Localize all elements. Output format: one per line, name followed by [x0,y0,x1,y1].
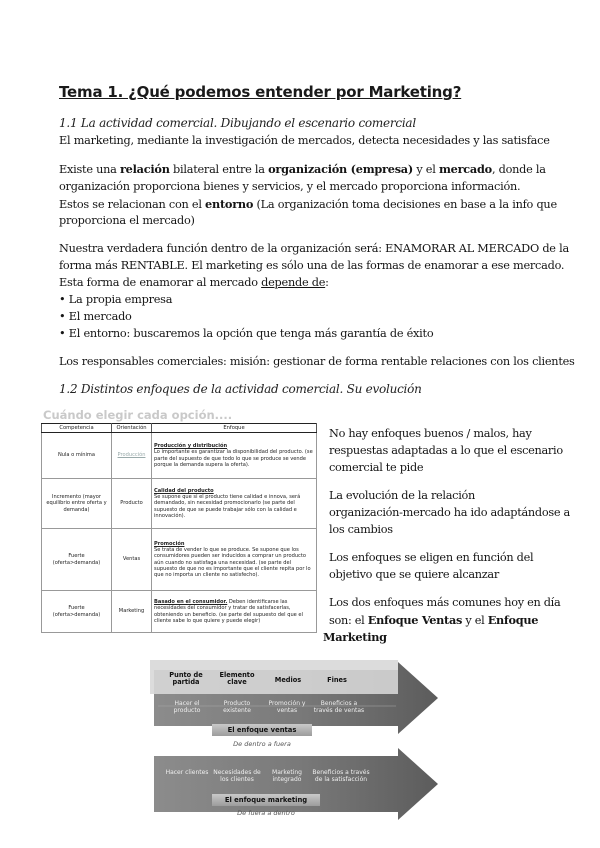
ventas-sub: De dentro a fuera [233,740,291,748]
approaches-table [41,423,317,633]
enfoque-text: Deben identificarse las necesidades del consumidor y tratar de satisfacerlas, obteniendo un beneficio. (se parte del supuesto del que el cliente sabe lo que quiere y puede elegir) [154,599,303,624]
orientacion-cell: Marketing [112,591,152,633]
bold-mercado: mercado [438,162,492,176]
enfoque-cell [152,479,317,529]
bold-enfoque: Enfoque [487,613,539,627]
bold-marketing: Marketing [323,630,387,644]
orientacion-cell: Producto [112,479,152,529]
text: bilateral entre la [169,163,269,176]
page-title: Tema 1. ¿Qué podemos entender por Marketing? [59,83,462,101]
diagram-header: Punto de partida [169,671,203,687]
paragraph-function-line-1: Nuestra verdadera función dentro de la organización será: ENAMORAR AL MERCADO de la [59,242,569,255]
paragraph-relation-line-3 [59,197,557,211]
ventas-label: El enfoque ventas [227,726,297,734]
table-row [42,479,317,529]
bold-relacion: relación [119,162,170,176]
side-note-line: comercial te pide [329,461,424,474]
enfoque-cell [152,529,317,591]
enfoque-title: Producción y distribución [154,443,228,450]
text: son: el [329,614,368,627]
approaches-diagram [150,660,440,826]
diagram-header: Elemento clave [219,671,255,687]
side-note-line [329,613,538,627]
table-header-row [42,424,317,433]
text: , donde la [491,163,546,176]
bold-organizacion: organización (empresa) [268,162,413,176]
ventas-cell: Hacer el producto [173,700,201,714]
marketing-sub: De fuera a dentro [237,809,295,817]
bold-enfoque-ventas: Enfoque Ventas [367,613,463,627]
text: : [325,276,329,289]
marketing-cell: Necesidades de los clientes [213,769,261,783]
enfoque-title: Promoción [154,541,185,548]
side-note-line: los cambios [329,523,393,536]
paragraph-relation-line-1 [59,162,546,176]
side-note-line: No hay enfoques buenos / malos, hay [329,427,532,440]
marketing-cell: Hacer clientes [165,769,209,776]
underlined-depende-de: depende de [261,276,326,289]
paragraph-function-line-3 [59,276,329,289]
side-note-line: organización-mercado ha ido adaptándose a [329,506,570,519]
competencia-cell: Incremento (mayor equilibrio entre oferta y demanda) [42,479,112,529]
enfoque-cell [152,433,317,479]
column-header: Enfoque [152,424,317,433]
diagram-header: Fines [327,676,347,684]
text: y el [412,163,439,176]
competencia-cell: Fuerte (oferta>demanda) [42,529,112,591]
side-note-line: Los enfoques se eligen en función del [329,551,534,564]
table-row [42,529,317,591]
marketing-cell: Marketing integrado [272,769,302,783]
paragraph-marketing-definition: El marketing, mediante la investigación de mercados, detecta necesidades y las satisface [59,134,550,147]
diagram-header: Medios [274,676,302,684]
text: Existe una [59,163,120,176]
enfoque-title: Calidad del producto [154,488,214,495]
text: Esta forma de enamorar al mercado [59,276,262,289]
side-note-line: respuestas adaptadas a lo que el escenario [329,444,563,457]
paragraph-responsables: Los responsables comerciales: misión: gestionar de forma rentable relaciones con los clientes [59,355,575,368]
paragraph-relation-line-2: organización proporciona bienes y servicios, y el mercado proporciona información. [59,180,521,193]
orientacion-cell: Ventas [112,529,152,591]
side-note-line: objetivo que se quiere alcanzar [329,568,499,581]
section-1-1-heading: 1.1 La actividad comercial. Dibujando el escenario comercial [59,116,416,130]
text: Estos se relacionan con el [59,198,206,211]
enfoque-text: Se supone que si el producto tiene calidad e innova, será demandado, sin necesidad promocionarlo (se parte del supuesto de que se puede trabajar sólo con la calidad e innovación). [154,494,301,519]
competencia-cell: Fuerte (oferta>demanda) [42,591,112,633]
ventas-cell: Promoción y ventas [268,700,306,714]
side-note-line: Los dos enfoques más comunes hoy en día [329,596,561,609]
marketing-cell: Beneficios a través de la satisfacción [312,769,370,783]
text: y el [462,614,488,627]
section-1-2-heading: 1.2 Distintos enfoques de la actividad comercial. Su evolución [59,382,422,396]
list-item: • La propia empresa [59,293,173,306]
enfoque-cell [152,591,317,633]
orientacion-cell: Producción [112,433,152,479]
bold-entorno: entorno [205,197,254,211]
text: (La organización toma decisiones en base a la info que [253,198,557,211]
enfoque-title: Basado en el consumidor. [154,599,228,606]
table-row [42,433,317,479]
enfoque-text: Se trata de vender lo que se produce. Se supone que los consumidores pueden ser inducidos a comprar un producto aún cuando no satisfaga una necesidad. (se parte del supuesto de que no es importante que el cliente repita por lo que no importa un cliente no satisfecho). [154,547,311,578]
competencia-cell: Nula o mínima [42,433,112,479]
table-title: Cuándo elegir cada opción.... [43,408,233,422]
table-row [42,591,317,633]
marketing-label: El enfoque marketing [224,796,308,804]
side-note-line: La evolución de la relación [329,489,475,502]
ventas-cell: Producto existente [223,700,251,714]
paragraph-relation-line-4: proporciona el mercado) [59,214,195,227]
list-item: • El mercado [59,310,132,323]
list-item: • El entorno: buscaremos la opción que tenga más garantía de éxito [59,327,434,340]
paragraph-function-line-2: forma más RENTABLE. El marketing es sólo una de las formas de enamorar a ese mercado. [59,259,565,272]
column-header: Competencia [42,424,112,433]
ventas-cell: Beneficios a través de ventas [313,700,365,714]
column-header: Orientación [112,424,152,433]
enfoque-text: Lo importante es garantizar la disponibilidad del producto. (se parte del supuesto de que todo lo que se produce se vende porque la demanda supera la oferta). [154,449,313,468]
